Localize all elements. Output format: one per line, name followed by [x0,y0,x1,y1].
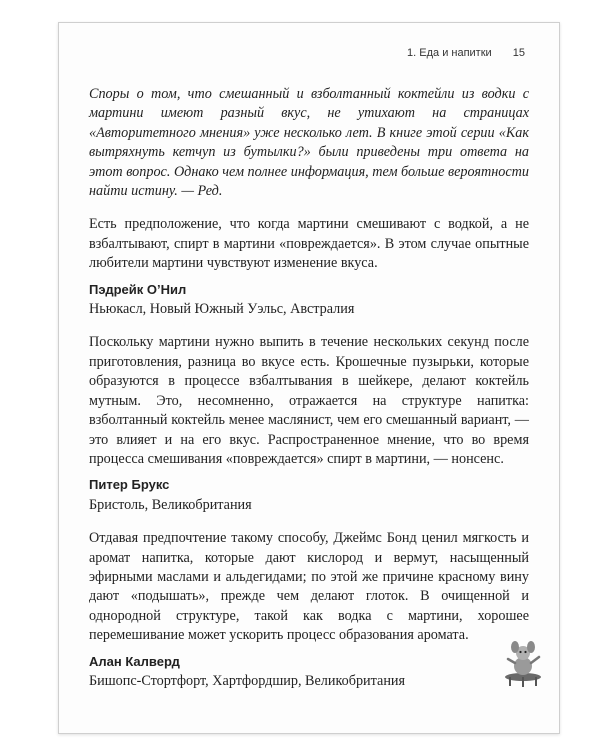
answer-text-1: Есть предположение, что когда мартини смешивают с водкой, а не взбалтывают, спирт в мартини «повреждается». В этом случае опытные любители мартини чувствуют изменение вкуса. [89,216,529,272]
book-page [58,22,560,734]
chapter-title: 1. Еда и напитки [407,47,492,59]
page-number: 15 [512,47,525,59]
answer-author-2: Питер Брукс [89,477,170,493]
mascot-illustration [501,633,545,689]
answer-place-3: Бишопс-Стортфорт, Хартфордшир, Великобритания [89,672,406,689]
editor-intro: Споры о том, что смешанный и взболтанный коктейли из водки с мартини имеют разный вкус, не утихают на страницах «Авторитетного мнения» уже несколько лет. В книге этой серии «Как вытряхнуть кетчуп из бутылки?» были приведены три ответа на этот вопрос. Однако чем полнее информация, тем больше вероятности найти истину. — Ред. [89,86,530,200]
answer-place-1: Ньюкасл, Новый Южный Уэльс, Австралия [89,301,355,318]
answer-author-3: Алан Калверд [89,653,180,669]
page-content [89,85,529,691]
answer-author-1: Пэдрейк О’Нил [89,281,187,297]
answer-text-2: Поскольку мартини нужно выпить в течение нескольких секунд после приготовления, разница во вкусе есть. Крошечные пузырьки, которые образуются в процессе взбалтывания в шейкере, делают коктейль мутным. Это, несомненно, отражается на структуре напитка: взболтанный коктейль менее маслянист, чем его смешанный вариант, — это влияет и на его вкус. Распространенное мнение, что во время процесса смешивания «повреждается» спирт в мартини, — нонсенс. [89,334,529,467]
running-header [407,47,525,59]
answer-text-3: Отдавая предпочтение такому способу, Джеймс Бонд ценил мягкость и аромат напитка, которые дают кислород и вермут, насыщенный эфирными маслами и альдегидами; по этой же причине красному вину дают «подышать», прежде чем делают глоток. В очищенной и однородной структуре, такой как водка с мартини, хорошее перемешивание может ускорить процесс образования аромата. [89,530,529,644]
answer-place-2: Бристоль, Великобритания [89,496,252,513]
